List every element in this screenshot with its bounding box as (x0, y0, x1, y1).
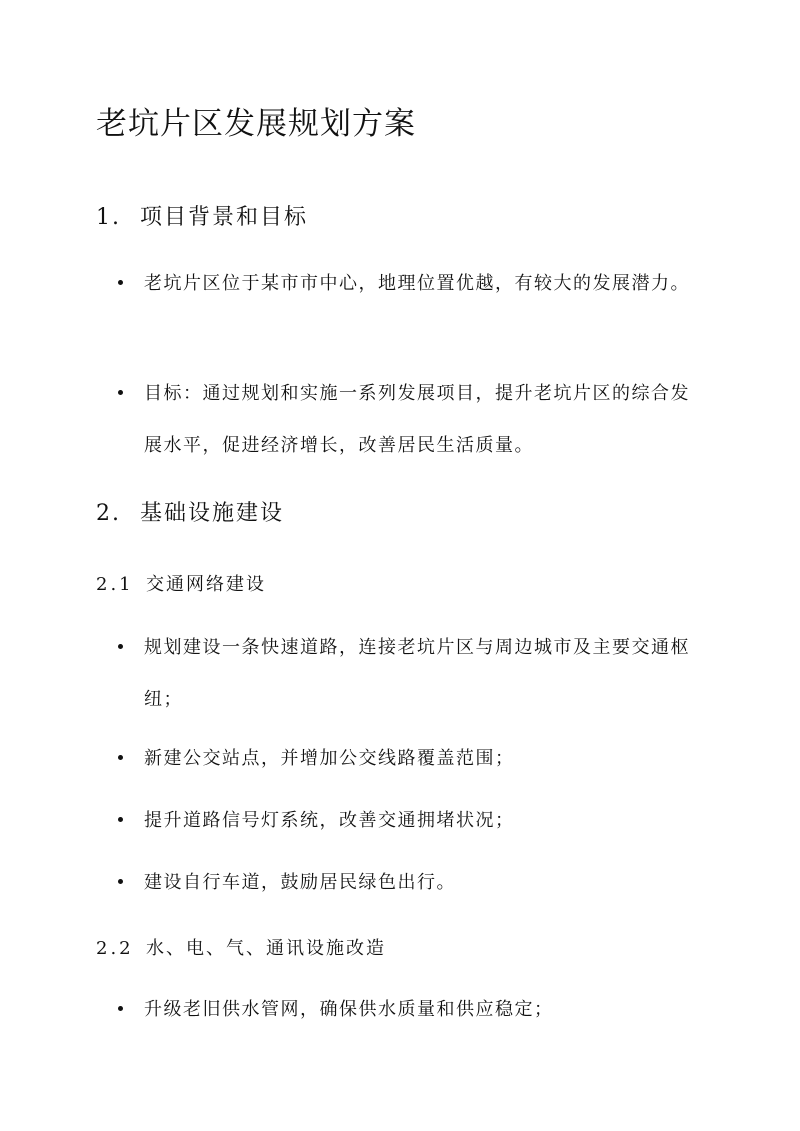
subsection-2-2-title: 水、电、气、通讯设施改造 (146, 938, 386, 959)
document-title: 老坑片区发展规划方案 (96, 106, 416, 142)
list-item (118, 984, 698, 1036)
list-item-text: 规划建设一条快速道路，连接老坑片区与周边城市及主要交通枢纽； (144, 637, 690, 710)
list-item (118, 622, 698, 726)
list-item (118, 857, 698, 909)
list-item (118, 733, 698, 785)
list-item (118, 258, 698, 310)
bullet-dot (118, 879, 123, 884)
subsection-2-1-number: 2.1 (96, 574, 134, 595)
subsection-2-1-heading (96, 570, 266, 596)
section-2-heading (96, 496, 284, 527)
section-1-number: 1. (96, 205, 121, 230)
section-2-number: 2. (96, 501, 121, 526)
list-item-text: 升级老旧供水管网，确保供水质量和供应稳定； (144, 999, 554, 1020)
list-item-text: 提升道路信号灯系统，改善交通拥堵状况； (144, 810, 515, 831)
bullet-dot (118, 755, 123, 760)
bullet-dot (118, 817, 123, 822)
subsection-2-2-number: 2.2 (96, 938, 134, 959)
section-1-title: 项目背景和目标 (140, 205, 309, 230)
subsection-2-2-heading (96, 934, 386, 960)
list-item (118, 795, 698, 847)
section-1-heading (96, 200, 308, 231)
bullet-dot (118, 644, 123, 649)
section-2-title: 基础设施建设 (140, 501, 285, 526)
list-item-text: 建设自行车道，鼓励居民绿色出行。 (144, 872, 456, 893)
list-item-text: 目标：通过规划和实施一系列发展项目，提升老坑片区的综合发展水平，促进经济增长，改善居民生活质量。 (144, 383, 690, 456)
bullet-dot (118, 390, 123, 395)
bullet-dot (118, 1006, 123, 1011)
bullet-dot (118, 280, 123, 285)
list-item-text: 老坑片区位于某市市中心，地理位置优越，有较大的发展潜力。 (144, 273, 690, 294)
list-item-text: 新建公交站点，并增加公交线路覆盖范围； (144, 748, 515, 769)
subsection-2-1-title: 交通网络建设 (146, 574, 266, 595)
list-item (118, 368, 698, 472)
